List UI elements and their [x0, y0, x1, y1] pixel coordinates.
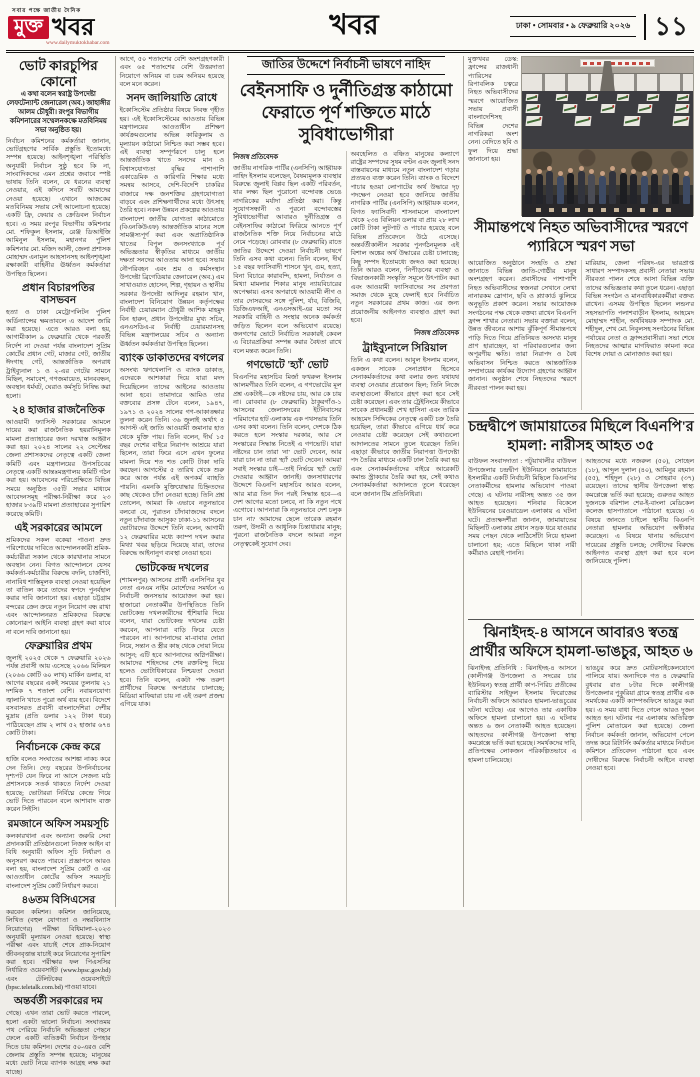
- lead-story-kicker: জাতির উদ্দেশে নির্বাচনী ভাষণে নাহিদ: [247, 56, 445, 75]
- jhenaidah-body: ঝিনাইদহ প্রতিনিধি : ঝিনাইদহ-৪ আসনে (কালীগঞ্জ উপজেলা ও সদরের চার ইউনিয়ন) স্বতন্ত্র প্রার্থী কাপ-পিরিচ প্রতীকের ব্যারিস্টার সাইফুল ইসলাম ফিরোজের নির্বাচনী অফিসে আবারও হামলা-ভাঙচুরের ঘটনা ঘটেছে। এর আগেও তার একাধিক অফিসে হামলা চালানো হয়। এ ঘটনায় অন্তত ৬ জন নেতাকর্মী আহত হয়েছেন। আহতদের কালীগঞ্জ উপজেলা স্বাস্থ্য কমপ্লেক্সে ভর্তি করা হয়েছে। সমর্থকদের দাবি, প্রতিপক্ষের লোকজন পরিকল্পিতভাবে এ হামলা চালিয়েছে।: [468, 665, 577, 764]
- person-figure: [662, 174, 669, 204]
- left-story-body: শ্রমিকদের সকল বকেয়া পাওনা দ্রুত পরিশোধের দাবিতে আন্দোলনকারী শ্রমিক-কর্মচারীরা সকাল থেকে কারখানার সামনে অবস্থান নেন। বিগত আন্দোলনে যেসব কর্মকর্তা-কর্মচারীর বিরুদ্ধে বদলি, চার্জশিট, নানাবিধ শাস্তিমূলক ব্যবস্থা নেওয়া হয়েছিল তা বাতিল করে তাদের স্বপদে পুনর্বহাল করার দাবি জানানো হয়। এছাড়া চট্টগ্রাম বন্দরের ক্রেন ক্রয়ে নতুন নিয়োগ বন্ধ রাখা এবং আন্দোলনরত শ্রমিকদের বিরুদ্ধে কোনোরূপ আইনি ব্যবস্থা গ্রহণ করা যাবে না বলে দাবি জানানো হয়।: [6, 536, 111, 636]
- subhead-referendum-yes-vote: গণভোটে 'হ্যাঁ' ভোট: [246, 360, 329, 372]
- subhead-february-first: ফেব্রুয়ারির প্রথম: [24, 640, 93, 652]
- memorial-card: [600, 104, 615, 113]
- lead-story-body: জাতীয় নাগরিক পার্টির (এনসিপি) আহ্বায়ক নাহিদ ইসলাম বলেছেন, বৈষম্যমূলক ব্যবস্থার বিরুদ্ধে জুলাই বিপ্লব ছিল একটি পরিবর্তন, যার লক্ষ্য ছিল পুরোনো বন্দোবস্ত ভেঙে নাগরিকের মর্যাদা প্রতিষ্ঠা করা। কিন্তু সুযোগসন্ধানী ও পুরনো বন্দোবস্তের সুবিধাভোগীরা আবারও দুর্নীতিগ্রস্ত ও বেইনসাফির কাঠামো ফিরিয়ে আনতে পূর্ণ রাজনৈতিক শক্তি নিয়ে নির্বাচনের মাঠে নেমে পড়েছে। রোববার (৮ ফেব্রুয়ারি) রাতে জাতির উদ্দেশে দেওয়া নির্বাচনী ভাষণে তিনি এসব কথা বলেন। তিনি বলেন, দীর্ঘ ১৫ বছর ফ্যাসিবাদী শাসনে খুন, গুম, হত্যা, বিনা বিচারে কারাবন্দি, হামলা, নির্যাতন ও মিথ্যা মামলার শিকার মানুষ ন্যায়বিচারের অপেক্ষায়। এসব অপরাধে আওয়ামী লীগ ও তার দোসরদের সঙ্গে পুলিশ, র্যাব, বিজিবি, ডিজিএফআই, এনএসআই-এর মতো সব সরকারি বাহিনী ও সংস্থার অনেক কর্মকর্তা জড়িত ছিলেন বলে অভিযোগ রয়েছে। জনগণের ভোটে নির্বাচিত সরকারই কেবল এ বিচারপ্রক্রিয়া সম্পন্ন করার বৈধতা রাখে বলে মন্তব্য করেন তিনি।: [233, 164, 342, 355]
- column-rule: [228, 56, 229, 907]
- left-story-body: নির্বাচন কমিশনের কর্মকর্তারা জানান, ভোটগ্রহণের সার্বিক প্রস্তুতি ইতোমধ্যে সম্পন্ন হয়েছে। আইনশৃঙ্খলা পরিস্থিতি অনুযায়ী নির্বাচন সুষ্ঠু হবে কি না, সাংবাদিকদের এমন প্রশ্নের জবাবে স্পষ্ট ভাষায় তিনি বলেন, যে ধরনের ব্যবস্থা নেওয়ার, এই কদিনে সবটি আমাদের নেওয়া হয়েছে। এখানে আজকের মতবিনিময় সভায় সেই আলোচনা হয়েছে। একটি ফ্রি, ফেয়ার ও ক্রেডিবল নির্বাচন হবে। এ সময় রংপুর বিভাগীয় কমিশনার মো. শফিকুল ইসলাম, রেঞ্জ ডিআইজি আমিনুল ইসলাম, মহানগর পুলিশ কমিশনার মো. মজিদ আলী, জেলা প্রশাসক মোহাম্মদ এনামুল আহসানসহ আইনশৃঙ্খলা রক্ষাকারী বাহিনীর ঊর্ধ্বতন কর্মকর্তারা উপস্থিত ছিলেন।: [6, 137, 111, 278]
- memorial-card: [646, 94, 659, 101]
- left-story-body: হাজি বলেও সংঘাতের আশঙ্কা নাকচ করে দেন তিনি। দেড় বছরের উপনির্বাচনের দৃশ্যপট যেন ফিরে না আসে সেজন্য মাঠ প্রশাসনকে সতর্ক থাকতে নির্দেশ দেওয়া হয়েছে; ভোটাররা নির্বিঘ্নে কেন্দ্রে গিয়ে ভোট দিতে পারবেন বলে আশাবাদ ব্যক্ত করেন সিইসি।: [6, 756, 111, 814]
- left-story-body: গেছে। এখন তারা ভোট করতে পারলে, হলো একটা ভালো নির্বাচন। সংঘাতময় পথ পেরিয়ে নির্বাচনি অভিজ্ঞতা পেছনে ফেলে একটি ব্যতিক্রমী নির্বাচন উপহার দিতে চায় কমিশন। দেশের ৫০-এরও বেশি জেলায় প্রস্তুতি সম্পন্ন হয়েছে; মানুষের মধ্যে ভোট নিয়ে ব্যাপক আগ্রহ লক্ষ করা যাচ্ছে।: [6, 1010, 111, 1076]
- subhead-ramadan-office-hours: রমজানে অফিস সময়সূচি: [7, 818, 109, 830]
- second-column-story: [120, 56, 225, 907]
- photo-crowd: [522, 149, 693, 217]
- person-figure: [672, 173, 679, 204]
- story-divider: [468, 619, 694, 620]
- person-figure: [536, 174, 543, 204]
- memorial-card: [675, 104, 690, 113]
- person-figure: [578, 171, 585, 204]
- left-story-body: করবেন কমিশন। কমিশন জানিয়েছে, লিখিত (বহুল যোগ্যতা ও নম্বরবিন্যাস নিয়োগের) পরীক্ষা বিধিমালা-২০২৩ অনুযায়ী মূল্যায়ন নেওয়া হয়েছে। স্বাস্থ্য পরীক্ষা এবং যাচাই শেষে প্রাক-নিয়োগ জীবনবৃত্তান্ত যাচাই করে নিয়োগের সুপারিশ করা হবে। পরীক্ষার ফল পিএসসির নির্ধারিত ওয়েবসাইট (www.bpsc.gov.bd) এবং টেলিটকের ওয়েবসাইটে (bpsc.teletalk.com.bd) পাওয়া যাবে।: [6, 908, 111, 991]
- subhead-certificate-fraud: সনদ জালিয়াতি রোধে: [126, 93, 218, 105]
- subhead-chief-justice: প্রধান বিচারপতির বাসভবন: [21, 283, 95, 307]
- person-figure: [620, 173, 627, 204]
- subhead-interim-government: অন্তর্বর্তী সরকারের দম: [14, 996, 103, 1008]
- memorial-photo: [521, 56, 694, 216]
- lead-story-body: বিএনপির মহাসচিব মির্জা ফখরুল ইসলাম আলমগীরও তিনি বলেন, এ গণভোটের মূল প্রশ্ন একটাই—কে নষ্টদের চায়, আর কে চায় না। রোববার (৮ ফেব্রুয়ারি) ঠাকুরগাঁও-১ আসনের জেলাসদরের ইটনিবাসের পরিমাণের হাট এলাকায় এক পথসভায় তিনি এসব কথা বলেন। তিনি বলেন, দেশকে ঠিক করতে হলে সংস্কার দরকার, আর সে সংস্কারের সিদ্ধান্ত নিতেই এ গণভোট। যারা নষ্টদের চান তারা 'না' ভোট দেবেন, আর যারা চান না তারা 'হ্যাঁ' ভোট দেবেন। আমরা সবাই সংস্কার চাই—তাই নির্ভয়ে 'হ্যাঁ' ভোট দেওয়ার আহ্বান জানাই। জনসাধারণের উদ্দেশে বিএনপি মহাসচিব আরও বলেন, আর মাত্র তিন দিন পরই সিদ্ধান্ত হবে—এ দেশ আগের মতো চলবে, না কি নতুন পথে এগোবে। আপনারা কি নতুনভাবে দেশ চলুক চান না? আমাদের ছেলে তারেক রহমান তরুণ, উদ্যমী ও আধুনিক চিন্তাধারার মানুষ; পুরনো রাজনৈতিক বদলে আমরা নতুন নেতৃত্বকেই সুযোগ দেব।: [233, 374, 342, 548]
- photo-memorial-ground: [522, 91, 693, 149]
- person-figure: [525, 174, 532, 204]
- jhenaidah-body: ভাঙচুর করে দ্রুত মোটরসাইকেলযোগে পালিয়ে যায়। অন্যদিকে গত ৪ ফেব্রুয়ারি বুধবার রাত ৮টার দিকে কালীগঞ্জ উপজেলার পুকুরিয়া গ্রামে স্বতন্ত্র প্রার্থীর এক সমর্থকের একটি ক্যাম্পঅফিসে ভাঙচুর করা হয়। এ সময় বাধা দিতে গেলে আরও দুজন আহত হন। ঘটনার পর এলাকায় অতিরিক্ত পুলিশ মোতায়েন করা হয়েছে। জেলা নির্বাচন কর্মকর্তা জানান, অভিযোগ পেলে তদন্ত করে রিটার্নিং কর্মকর্তার মাধ্যমে নির্বাচন কমিশনে প্রতিবেদন পাঠানো হবে এবং দোষীদের বিরুদ্ধে নির্বাচনী আইনে ব্যবস্থা নেওয়া হবে।: [585, 665, 694, 772]
- col2-body: (শ্যামলপুর) আসনের প্রার্থী এনসিপির যুব নেতা এনএম নাইম মোর্শেদের সমর্থনে এ নির্বাচনী জনসভার আয়োজন করা হয়। হাজারো নেতাকর্মীর উপস্থিতিতে তিনি ভোটকেন্দ্র দখলকারীদের হুঁশিয়ারি দিয়ে বলেন, যারা ভোটকেন্দ্র দখলের চেষ্টা করবেন, আপনারা বাড়ি ফিরে যেতে পারবেন না। আপনাদের মা-বাবার দোয়া নিয়ে, সন্তান ও স্ত্রীর কাছ থেকে দোয়া নিয়ে আসুন; এটি হবে আপনাদের অগ্নিপরীক্ষা। আমাদের শহিদদের শেষ রক্তবিন্দু দিয়ে হলেও ভোটাধিকারের নিশ্চয়তা দেওয়া হবে। তিনি বলেন, একটা পক্ষ তরুণ প্রার্থীদের বিরুদ্ধে অপপ্রচার চালাচ্ছে; মিডিয়া মাফিয়ারা চায় না এই তরুণ প্রজন্ম এগিয়ে যাক।: [119, 576, 225, 709]
- memorial-card: [526, 94, 539, 101]
- memorial-card: [677, 94, 690, 101]
- chandradwip-headline: চন্দ্রদ্বীপে জামায়াতের মিছিলে বিএনপি'র হামলা: নারীসহ আহত ৩৫: [468, 418, 694, 454]
- inner-column-rule: [346, 151, 347, 908]
- lead-story-byline: নিজস্ব প্রতিবেদক: [233, 153, 279, 161]
- memorial-card: [637, 104, 652, 113]
- jhenaidah-headline: ঝিনাইদহ-৪ আসনে আবারও স্বতন্ত্র প্রার্থীর অফিসে হামলা-ভাঙচুর, আহত ৬: [469, 625, 693, 661]
- logo-primary: মুক্ত: [8, 16, 49, 39]
- logo-secondary: খবর: [52, 14, 95, 41]
- paris-body: মারিয়াম, জেলা পরিষদ-এর ভারপ্রাপ্ত সাধারণ সম্পাদকসহ প্রবাসী নেতারা সভায় নীরবতা পালন শেষে আসা বিভিন্ন ব্যক্তি তাদের অভিজ্ঞতার কথা তুলে ধরেন। এছাড়া বিভিন্ন সংগঠন ও মানবাধিকারকর্মীরা বক্তব্য রাখেন। এসময় উপস্থিত ছিলেন লন্ডন'র সহসভাপতি পলাশবাড়ীন ইসলাম, আহমেদ মোহাম্মদ শাহীন, অর্থবিষয়ক সম্পাদক মো. শহীদুল, শেখ মো. নিবুলসহ সংগঠনের বিভিন্ন পর্যায়ের নেতা ও ফ্রান্সপ্রবাসীরা। সভা শেষে নিহতদের আত্মার মাগফিরাত কামনা করে বিশেষ দোয়া ও মোনাজাত করা হয়।: [585, 259, 694, 359]
- person-figure: [557, 176, 564, 204]
- logo-tagline: সবার পক্ষে জাতীয় দৈনিক: [12, 7, 82, 14]
- memorial-card: [623, 116, 640, 126]
- subhead-this-government: এই সরকারের আমলে: [14, 522, 103, 534]
- person-figure: [546, 171, 553, 204]
- left-story-body: হত্যা ও ঢাকা মেট্রোপলিটন পুলিশ অর্ডিন্যান্সের ক্ষমতাবলে এ আদেশ জারি করা হয়েছে। এতে আরও বলা হয়, আগামীকাল ৯ ফেব্রুয়ারি থেকে পরবর্তী নির্দেশ না দেওয়া পর্যন্ত বাংলাদেশ সুপ্রিম কোর্টের প্রধান গেট, মাজার গেট, জাতীয় ঈদগাহ গেট, আন্তর্জাতিক অপরাধ ট্রাইব্যুনাল ১ ও ২-এর গেটের সামনে মিছিল, সমাবেশ, গণজমায়েত, মানববন্ধন, অবস্থান ধর্মঘট, ঘেরাও কর্মসূচি নিষিদ্ধ করা হলো।: [6, 309, 111, 400]
- paris-headline: সীমান্তপথে নিহত অভিবাসীদের স্মরণে প্যারিসে স্মরণ সভা: [474, 220, 688, 255]
- memorial-items: [536, 208, 680, 212]
- lead-story-right-column: [351, 151, 459, 908]
- masthead: [6, 3, 694, 53]
- memorial-card: [586, 94, 599, 101]
- date-page-block: [510, 11, 692, 41]
- person-figure: [630, 174, 637, 204]
- person-figure: [651, 174, 658, 204]
- page-content: [6, 53, 694, 1076]
- logo-row: [8, 16, 198, 40]
- lead-story-left-column: [233, 151, 341, 908]
- lead-story-body: অবহেলিত ও বঞ্চিত মানুষের কল্যাণে রাষ্ট্রের সম্পদের সুষম বণ্টন এবং জুলাই সনদ বাস্তবায়নের মাধ্যমে নতুন বাংলাদেশ গড়ার প্রত্যয়ও ব্যক্ত করেন তিনি। ব্যাংক ও বিদেশে পাচার হওয়া লোপাটের অর্থ উদ্ধারে দৃঢ় পদক্ষেপ নেওয়া হবে জানিয়ে জাতীয় নাগরিক পার্টির (এনসিপি) আহ্বায়ক বলেন, বিগত ফ্যাসিবাদী শাসনামলে বাংলাদেশ থেকে ২৩৪ বিলিয়ন ডলার বা প্রায় ২৮ লাখ কোটি টাকা লুটপাট ও পাচার হয়েছে বলে বিভিন্ন প্রতিবেদনে উঠে এসেছে। অন্তর্বর্তীকালীন সরকার পুনর্গঠনমূলক এই বিশাল অঙ্কের অর্থ উদ্ধারের চেষ্টা চালাচ্ছে; কিছু সম্পদ ইতোমধ্যে জব্দও করা হয়েছে। তিনি আরও বলেন, 'নিপীড়নের ব্যবস্থা' ও 'বিভাজনকারী সংস্কৃতি' সমূলে উৎপাটন করা এবং আওয়ামী ফ্যাসিবাদের সব প্রবণতা সমাজ থেকে মুছে ফেলাই হবে নির্বাচিত নতুন সরকারের প্রথম কাজ। এর জন্য প্রয়োজনীয় আইনগত ব্যবস্থাও গ্রহণ করা হবে।: [350, 150, 460, 325]
- subhead-polling-station-capture: ভোটকেন্দ্র দখলের: [134, 562, 209, 574]
- lead-story-columns: [233, 151, 459, 908]
- person-figure: [567, 173, 574, 204]
- column-rule: [115, 56, 116, 907]
- col2-body: ইকোসিস্টেম প্রতিষ্ঠার বিষয়ে নিবন্ধ গৃহীত হয়। এই ইকোসিস্টেমের আওতায় বিভিন্ন মন্ত্রণালয়ের আওতাধীন প্রশিক্ষণ কার্যক্রমগুলোর অভিন্ন কারিকুলাম ও মূল্যায়ন কাঠামো নিশ্চিত করা সম্ভব হবে। এই ব্যবস্থা সম্পূর্ণরূপে চালু হলে আন্তর্জাতিক খাতে সনদের মান ও বিশ্বাসযোগ্যতা বৃদ্ধির পাশাপাশি একাডেমিক ও কারিগরি শিক্ষার মধ্যে সমন্বয় আসবে, দেশি-বিদেশি চাকরির বাজারে দক্ষ জনশক্তির গ্রহণযোগ্যতা বাড়বে এবং প্রশিক্ষণার্থীদের মধ্যে উৎসাহ তৈরি হবে। নকল উন্নয়ন প্রকল্পের আওতায় বাংলাদেশ জাতীয় যোগ্যতা কাঠামোতে (বিএনকিউএফ) আন্তর্জাতিক মানের সঙ্গে সামঞ্জস্যপূর্ণ করা এবং অপ্রাতিষ্ঠানিক খাতের বিপুল জনসংখ্যাকে পূর্ব অভিজ্ঞতার স্বীকৃতির মাধ্যমে জাতীয় দক্ষতা সনদের আওতায় আনা হবে। সভায় নৌপরিবহন এবং শ্রম ও কর্মসংস্থান উপদেষ্টা ব্রিগেডিয়ার জেনারেল (অব.) এম সাখাওয়াত হোসেন, শিল্প, গৃহায়ন ও স্থানীয় সরকার উপদেষ্টা আদিলুর রহমান খান, বাংলাদেশ বিনিয়োগ উন্নয়ন কর্তৃপক্ষের নির্বাহী চেয়ারম্যান চৌধুরী আশিক মাহমুদ বিন হারুন, প্রধান উপদেষ্টার মুখ্য সচিব, এনএসডিএ-র নির্বাহী চেয়ারম্যানসহ বিভিন্ন মন্ত্রণালয়ের সচিব ও অন্যান্য ঊর্ধ্বতন কর্মকর্তারা উপস্থিত ছিলেন।: [119, 107, 225, 348]
- left-story-body: কলকারখানা এবং অন্যান্য জরুরি সেবা প্রদানকারী প্রতিষ্ঠানগুলো নিজস্ব আইন বা বিধি অনুযায়ী অফিস সূচি নির্ধারণ ও অনুসরণ করতে পারবে। প্রজ্ঞাপনে আরও বলা হয়, বাংলাদেশ সুপ্রিম কোর্ট ও এর আওতাধীন কোর্টের অফিস সময়সূচি বাংলাদেশ সুপ্রিম কোর্ট নির্ধারণ করবে।: [6, 832, 111, 890]
- crowd-people: [525, 171, 690, 204]
- newspaper-logo: [8, 8, 198, 46]
- dateline: ঢাকা • সোমবার • ৯ ফেব্রুয়ারি ২০২৬: [510, 16, 636, 37]
- jhenaidah-columns: [468, 665, 694, 821]
- left-story-headline: ভোট কারচুপির কোনো: [18, 58, 98, 90]
- inner-column-rule: [581, 665, 582, 821]
- memorial-card-row: [526, 94, 689, 101]
- memorial-card-row: [526, 116, 689, 126]
- photo-banner: [580, 59, 655, 67]
- logo-website: www.dailymuktokhabar.com: [46, 39, 110, 46]
- lead-story-byline-end: নিজস্ব প্রতিবেদক: [414, 330, 460, 338]
- memorial-card: [563, 104, 578, 113]
- memorial-card: [616, 94, 629, 101]
- photo-banner-text: [583, 62, 652, 65]
- subhead-46th-bcs: ৪৬তম বিসিএসের: [21, 894, 96, 906]
- inner-column-rule: [581, 458, 582, 616]
- chandradwip-columns: [468, 458, 694, 616]
- paris-side-text: মুক্তখবর ডেস্ক: ফ্রান্সের রাজধানী প্যারিসের রিপাবলিক চত্বরে নিহত অভিবাসীদের স্মরণে আয়োজিত সভায় প্রবাসী বাংলাদেশিসহ বিভিন্ন দেশের নাগরিকরা অংশ নেন। বেদিতে ছবি ও ফুল দিয়ে শ্রদ্ধা জানানো হয়।: [468, 56, 519, 163]
- lead-story-body: তিনি এ কথা বলেন। আবুল ইসলাম বলেন, একজন সাবেক সেনাপ্রধান হিসেবে সেনাকর্মকর্তাদের কথা বলার জন্য যথাযথ ব্যবস্থা নেওয়ার প্রয়োজন ছিল; তিনি নিজে ব্যবস্থাগুলো কীভাবে গ্রহণ করা হবে সেই চেষ্টা করেছেন। এবং তার ট্রেইনিংয়ে কীভাবে সাবেক প্রধানমন্ত্রী শেখ হাসিনা এবং তারিক আহমেদ সিদ্দিকের নেতৃত্বে একটি চক্র তৈরি হয়েছিল, তারা কীভাবে এগিয়ে ধার্য করে নেওয়ার চেষ্টা করেছেন সেই কথাগুলো আদালতের সামনে তুলে ধরেছেন তিনি। এছাড়া কীভাবে জাতীয় নিরাপত্তা উপদেষ্টা পদ তৈরির মাধ্যমে একটি ঢাল তৈরি করা হয় এবং সেনাকর্মকর্তাদের বাইরে আরেকটি কমান্ড স্ট্রাকচার তৈরি করা হয়, সেই কথাও সেনাকর্মকর্তারা আদালতে তুলে ধরেছেন বলে জানান টিম প্রতিনিধিরা।: [350, 357, 460, 498]
- memorial-card: [526, 116, 543, 126]
- memorial-card-row: [526, 104, 689, 113]
- lead-story-headline: বেইনসাফি ও দুর্নীতিগ্রস্ত কাঠামো ফেরাতে পূর্ণ শক্তিতে মাঠে সুবিধাভোগীরা: [239, 81, 453, 145]
- left-story-body: জুলাই ২০২৫ থেকে ৭ ফেব্রুয়ারি ২০২৬ পর্যন্ত প্রবাসী আয় এসেছে ২০৬৬ মিলিয়ন (২০৬৬ কোটি ৬০ লাখ) মার্কিন ডলার, যা আগের বছরের একই সময়ের তুলনায় ২১ দশমিক ৭ শতাংশ বেশি। নবায়নযোগ্য জ্বালানি খাতে পুরো অর্থ ব্যয় হবে। বিদেশে বসবাসরত প্রবাসী বাংলাদেশিরা দেশীয় মুদ্রায় (প্রতি ডলার ১২২ টাকা ধরে) পাঠিয়েছেন প্রায় ২ লাখ ৫২ হাজার ৬৭৪ কোটি টাকা।: [6, 654, 111, 737]
- subhead-bank-robbers: ব্যাংক ডাকাতদের বগলের: [119, 352, 224, 364]
- subhead-24k-political: ২৪ হাজার রাজনৈতিক: [11, 404, 105, 416]
- chandradwip-body: বাউফল সংবাদদাতা : পটুয়াখালীর বাউফল উপজেলার চন্দ্রদ্বীপ ইউনিয়নে জামায়াতে ইসলামীর একটি নির্বাচনী মিছিলে বিএনপির নেতাকর্মীদের হামলার অভিযোগ পাওয়া গেছে। এ ঘটনায় নারীসহ অন্তত ৩৫ জন আহত হয়েছেন। শনিবার বিকেলে ইউনিয়নের চরওয়াডেল এলাকায় এ ঘটনা ঘটে। প্রত্যক্ষদর্শীরা জানান, জামায়াতের মিছিলটি এলাকার প্রধান সড়ক ধরে যাওয়ার সময় পেছন থেকে লাঠিসোঁটা নিয়ে হামলা চালানো হয়; এতে মিছিলে থাকা নারী কর্মীরাও রেহাই পাননি।: [468, 458, 577, 557]
- left-column-story: [6, 56, 111, 1076]
- column-rule: [463, 56, 464, 907]
- person-figure: [641, 176, 648, 204]
- memorial-card: [526, 104, 541, 113]
- memorial-card: [672, 116, 689, 126]
- col2-body: আগে, ৫০ শতাংশের বেশি অংশগ্রহণকারী এবং ৬৫ শতাংশের বেশি উত্তরদাতা নিয়োগে অনিয়ম বা চরম অনিয়ম হয়েছে বলে মনে করেন।: [119, 56, 225, 88]
- right-block: [468, 56, 694, 907]
- lead-story: [233, 56, 459, 907]
- paris-columns: [468, 260, 694, 410]
- photo-row: [468, 56, 694, 216]
- memorial-card: [574, 116, 591, 126]
- person-figure: [683, 176, 690, 204]
- chandradwip-body: আহতদের মধ্যে নজরুল (৫০), সোহেল (১৮), আব্দুল দুলাল (৪০), আমিনুর রহমান (৫৫), শহিদুল (২৮) ও সোহরাব (৩৭) রয়েছেন। তাদের স্থানীয় উপজেলা স্বাস্থ্য কমপ্লেক্সে ভর্তি করা হয়েছে; গুরুতর আহত দুজনকে বরিশাল শের-ই-বাংলা মেডিকেল কলেজ হাসপাতালে পাঠানো হয়েছে। এ বিষয়ে জানতে চাইলে স্থানীয় বিএনপি নেতারা হামলার অভিযোগ অস্বীকার করেছেন। এ বিষয়ে থানায় অভিযোগ দায়েরের প্রস্তুতি চলছে; দোষীদের বিরুদ্ধে আইনগত ব্যবস্থা গ্রহণ করা হবে বলে জানিয়েছে পুলিশ।: [585, 458, 694, 566]
- left-story-body: আওয়ামী ফ্যাসিস্ট সরকারের আমলে দায়ের করা রাজনৈতিক হয়রানিমূলক মামলা প্রত্যাহারের জন্য দরখাস্ত আহ্বান করা হয়। ২০২৪ সালের ২২ সেপ্টেম্বর জেলা প্রশাসকদের নেতৃত্বে একটি জেলা কমিটি এবং মন্ত্রণালয়ের উপসচিবের নেতৃত্বে একটি আন্তঃমন্ত্রণালয় কমিটি গঠন করা হয়। আবেদনের পরিপ্রেক্ষিতে বিভিন্ন সময়ে অনুষ্ঠিত ৩৫টি সভার মাধ্যমে আবেদনসমূহ পরীক্ষা-নিরীক্ষা করে ২৩ হাজার ৮৩৯টি মামলা প্রত্যাহারের সুপারিশ করেছে কমিটি।: [6, 418, 111, 518]
- person-figure: [599, 176, 606, 204]
- subhead-election-centered: নির্বাচনকে কেন্দ্র করে: [16, 742, 101, 754]
- person-figure: [588, 174, 595, 204]
- story-divider: [468, 413, 694, 414]
- inner-column-rule: [581, 260, 582, 410]
- person-figure: [609, 171, 616, 204]
- memorial-card: [556, 94, 569, 101]
- left-story-lead: এ কথা বলেন স্বরাষ্ট্র উপদেষ্টা লেফটেন্যান্ট জেনারেল (অব.) জাহাঙ্গীর আলম চৌধুরী। রংপুর বিভাগীয় কমিশনারের সম্মেলনকক্ষে মতবিনিময় সভা অনুষ্ঠিত হয়।: [6, 91, 111, 134]
- subhead-tribunal-serial: ট্রাইব্যুনালে সিরিয়াল: [362, 343, 448, 355]
- paris-body: আয়োজিত অনুষ্ঠানে সংহতি ও শ্রদ্ধা জানাতে বিভিন্ন জাতি-গোষ্ঠীর মানুষ অংশগ্রহণ করেন। প্রবাসীদের পাশাপাশি নিহত অভিবাসীদের স্বজনরা সেখানে লেখা নানারকম স্লোগান, ছবি ও প্ল্যাকার্ড ঝুলিয়ে অনুভূতি প্রকাশ করেন। সভার আয়োজক সংগঠনের পক্ষ থেকে বক্তব্য রাখেন বিএনপি ফ্রান্স শাখার নেতারা। সভায় বক্তারা বলেন, উন্নত জীবনের আশায় ঝুঁকিপূর্ণ সীমান্তপথে পাড়ি দিতে গিয়ে প্রতিনিয়ত অসংখ্য মানুষ প্রাণ হারাচ্ছেন, যা পরিবারগুলোর জন্য অপূরণীয় ক্ষতি। তারা নিরাপদ ও বৈধ অভিবাসন নিশ্চিত করতে আন্তর্জাতিক সম্প্রদায়ের কার্যকর উদ্যোগ গ্রহণের আহ্বান জানান। অনুষ্ঠান শেষে নিহতদের স্মরণে নীরবতা পালন করা হয়।: [468, 259, 577, 392]
- page-number: ১১: [644, 14, 692, 40]
- col2-body: অসংখ্য ঋণখেলাপি ও ব্যাংক ডাকাত, এদেরকে আশকারা দিয়ে যারা মদদ দিয়েছিলেন তাদের আইনের আওতায় আনা হবে। তামাদারে আমিও তার বক্তব্যের প্রসঙ্গ টেনে বলেন, ১৯৪৭, ১৯৭১ ও ২০২৪ সালের গণ-আকাঙ্ক্ষার তুলনা করেন তিনি। ৩৬ জুলাই অর্থাৎ ৫ আগস্ট এই জাতি আওয়ামী জমানার হাত থেকে মুক্তি পায়। তিনি বলেন, দীর্ঘ ১৫ বছর দেশের বাইরে নিরাপদ আশ্রয়ে যারা ছিলেন, তারা ফিরে এসে এখন ফুলের মামলা দিয়ে শত শত কোটি টাকা দাবি করছেন। আগস্টের ৫ তারিখ থেকে শুরু করে আজ পর্যন্ত এই অপকর্ম ব্যাহতি পায়নি। এমনকি মুক্তিযোদ্ধার চিহ্নিতদের কাছ থেকেও চাঁদা নেওয়া হচ্ছে। তিনি প্রশ্ন তোলেন, আমরা কি এভাবে নতুনভাবে বলবো যে, পুরাতন চাঁদাবাজদের বদলে নতুন চাঁদাবাজ আসুক? ঢাকা-১১ আসনের ভোটারদের উদ্দেশে তিনি বলেন, আগামী ১২ ফেব্রুয়ারির মধ্যে ক্যাম্প দখল করার মিথ্যা খবর ছড়িয়ে দিয়েছে যারা, তাদের বিরুদ্ধে আইনানুগ ব্যবস্থা নেওয়া হবে।: [119, 366, 225, 558]
- section-title: খবর: [329, 10, 379, 41]
